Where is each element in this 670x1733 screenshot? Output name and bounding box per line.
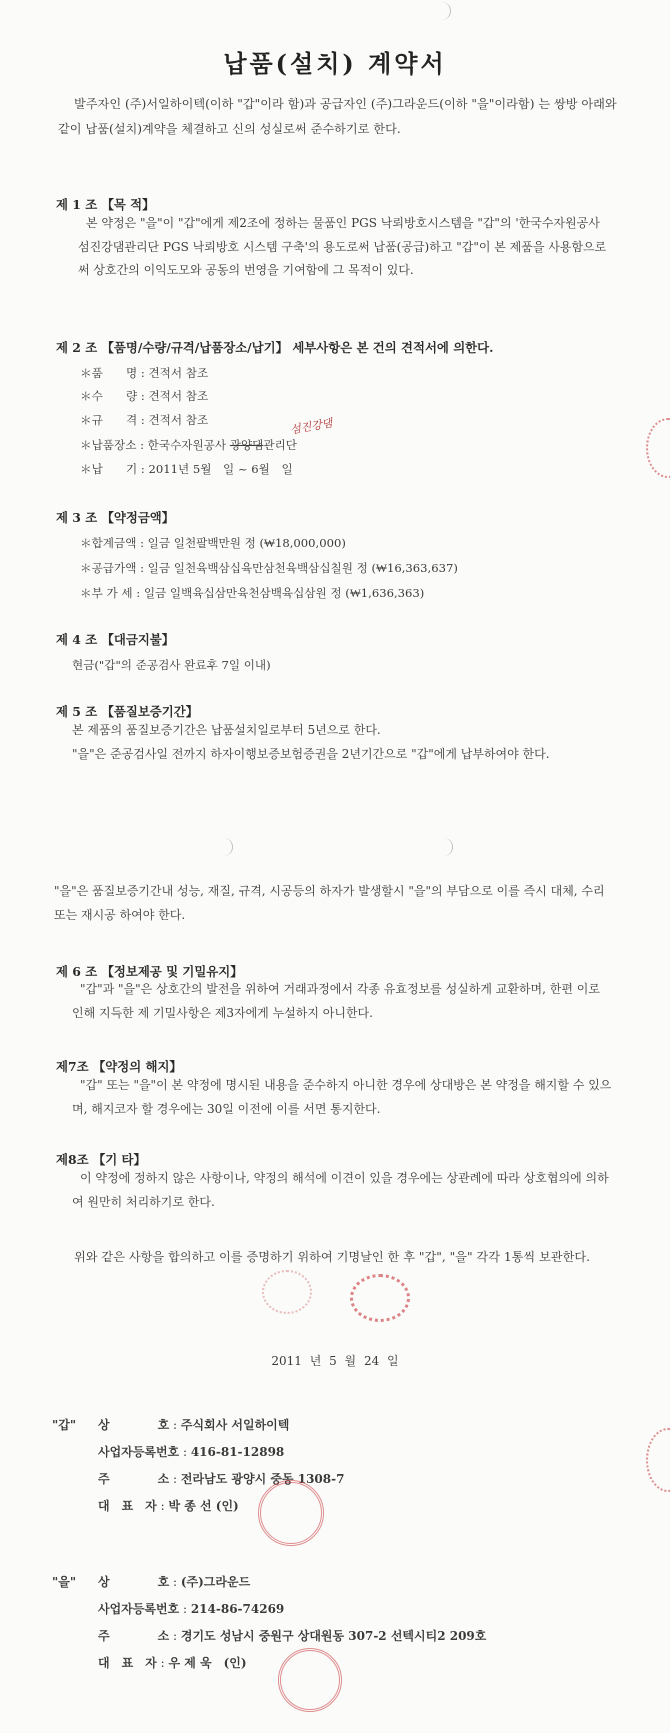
article-8-heading: 제8조 【기 타】 (56, 1152, 146, 1167)
closing-paragraph: 위와 같은 사항을 합의하고 이를 증명하기 위하여 기명날인 한 후 "갑", "을" 각각 1통씩 보관한다. (74, 1250, 590, 1264)
party-eul-row: 상 호 : (주)그라운드 (98, 1575, 251, 1589)
article-5-line-2: "을"은 준공검사일 전까지 하자이행보증보험증권을 2년기간으로 "갑"에게 납부하여야 한다. (72, 747, 550, 761)
article-2-item: ＊규 격 : 견적서 참조 (80, 413, 209, 427)
article-6-heading: 제 6 조 【정보제공 및 기밀유지】 (56, 964, 243, 979)
binding-mark-middle (222, 838, 233, 856)
article-5-heading: 제 5 조 【품질보증기간】 (56, 704, 199, 719)
handwritten-correction: 섬진강댐 (289, 416, 334, 437)
article-3-item: ＊공급가액 : 일금 일천육백삼십육만삼천육백삼십칠원 정 (₩16,363,637) (80, 561, 458, 575)
party-eul-label: "을" (52, 1575, 77, 1589)
party-eul-row: 사업자등록번호 : 214-86-74269 (98, 1602, 285, 1616)
edge-seal-top (646, 418, 670, 478)
party-gap-label: "갑" (52, 1418, 77, 1432)
article-6-text: "갑"과 "을"은 상호간의 발전을 위하여 거래과정에서 각종 유효정보를 성실하게 교환하며, 한편 이로 인해 지득한 제 기밀사항은 제3자에게 누설하지 아니한다. (72, 982, 600, 1020)
article-2-item: ＊납 기 : 2011년 5월 일 ~ 6월 일 (80, 462, 293, 476)
party-gap-row: 상 호 : 주식회사 서일하이텍 (98, 1418, 290, 1432)
contract-date: 2011 년 5 월 24 일 (271, 1354, 399, 1368)
red-stamp-left (262, 1270, 312, 1314)
article-2-item: ＊품 명 : 견적서 참조 (80, 366, 209, 380)
article-3-heading: 제 3 조 【약정금액】 (56, 510, 175, 525)
party-eul-row: 대 표 자 : 우 제 욱 (인) (98, 1656, 247, 1670)
party-gap-row: 사업자등록번호 : 416-81-12898 (98, 1445, 285, 1459)
article-5-line-3: "을"은 품질보증기간내 성능, 재질, 규격, 시공등의 하자가 발생할시 "을"의 부담으로 이를 즉시 대체, 수리 또는 재시공 하여야 한다. (54, 884, 605, 922)
article-3-item: ＊부 가 세 : 일금 일백육십삼만육천삼백육십삼원 정 (₩1,636,363) (80, 586, 425, 600)
party-gap-row: 대 표 자 : 박 종 선 (인) (98, 1499, 239, 1513)
intro-paragraph: 발주자인 (주)서일하이텍(이하 "갑"이라 함)과 공급자인 (주)그라운드(이하 "을"이라함) 는 쌍방 아래와 같이 납품(설치)계약을 체결하고 신의 성실로써 준수하기로 한다. (58, 97, 617, 136)
article-4-text: 현금("갑"의 준공검사 완료후 7일 이내) (72, 658, 271, 672)
struck-text: 광양댐 (229, 438, 264, 452)
article-2-item (80, 437, 297, 453)
edge-seal-bottom (646, 1428, 670, 1492)
company-seal-gap (258, 1480, 324, 1546)
delivery-place-text: ＊납품장소 : 한국수자원공사 (80, 438, 227, 452)
binding-mark-top (440, 2, 451, 20)
party-eul-row: 주 소 : 경기도 성남시 중원구 상대원동 307-2 선텍시티2 209호 (98, 1629, 487, 1643)
article-3-item: ＊합계금액 : 일금 일천팔백만원 정 (₩18,000,000) (80, 536, 346, 550)
article-1-text: 본 약정은 "을"이 "갑"에게 제2조에 정하는 물품인 PGS 낙뢰방호시스템을 "갑"의 '한국수자원공사 섬진강댐관리단 PGS 낙뢰방호 시스템 구축'의 용도로써 납품(공급)하고 "갑"이 본 제품을 사용함으로써 상호간의 이익도모와 공동의 번영을 기여함에 그 목적이 있다. (78, 216, 607, 277)
company-seal-eul (278, 1648, 342, 1712)
article-5-line-1: 본 제품의 품질보증기간은 납품설치일로부터 5년으로 한다. (72, 723, 381, 737)
article-8-text: 이 약정에 정하지 않은 사항이나, 약정의 해석에 이견이 있을 경우에는 상관례에 따라 상호협의에 의하여 원만히 처리하기로 한다. (72, 1171, 609, 1209)
red-stamp-right (350, 1274, 410, 1322)
article-1-heading: 제 1 조 【목 적】 (56, 197, 155, 212)
delivery-place-suffix: 관리단 (263, 438, 297, 452)
article-2-item: ＊수 량 : 견적서 참조 (80, 389, 209, 403)
article-7-text: "갑" 또는 "을"이 본 약정에 명시된 내용을 준수하지 아니한 경우에 상대방은 본 약정을 해지할 수 있으며, 해지코자 할 경우에는 30일 이전에 이를 서면 통지한다. (72, 1078, 612, 1116)
document-title: 납품(설치) 계약서 (223, 49, 447, 78)
article-4-heading: 제 4 조 【대금지불】 (56, 632, 175, 647)
party-gap-row: 주 소 : 전라남도 광양시 중동 1308-7 (98, 1472, 345, 1486)
article-2-heading: 제 2 조 【품명/수량/규격/납품장소/납기】 세부사항은 본 건의 견적서에 의한다. (56, 340, 494, 355)
article-7-heading: 제7조 【약정의 해지】 (56, 1059, 182, 1074)
binding-mark-middle-right (442, 838, 453, 856)
